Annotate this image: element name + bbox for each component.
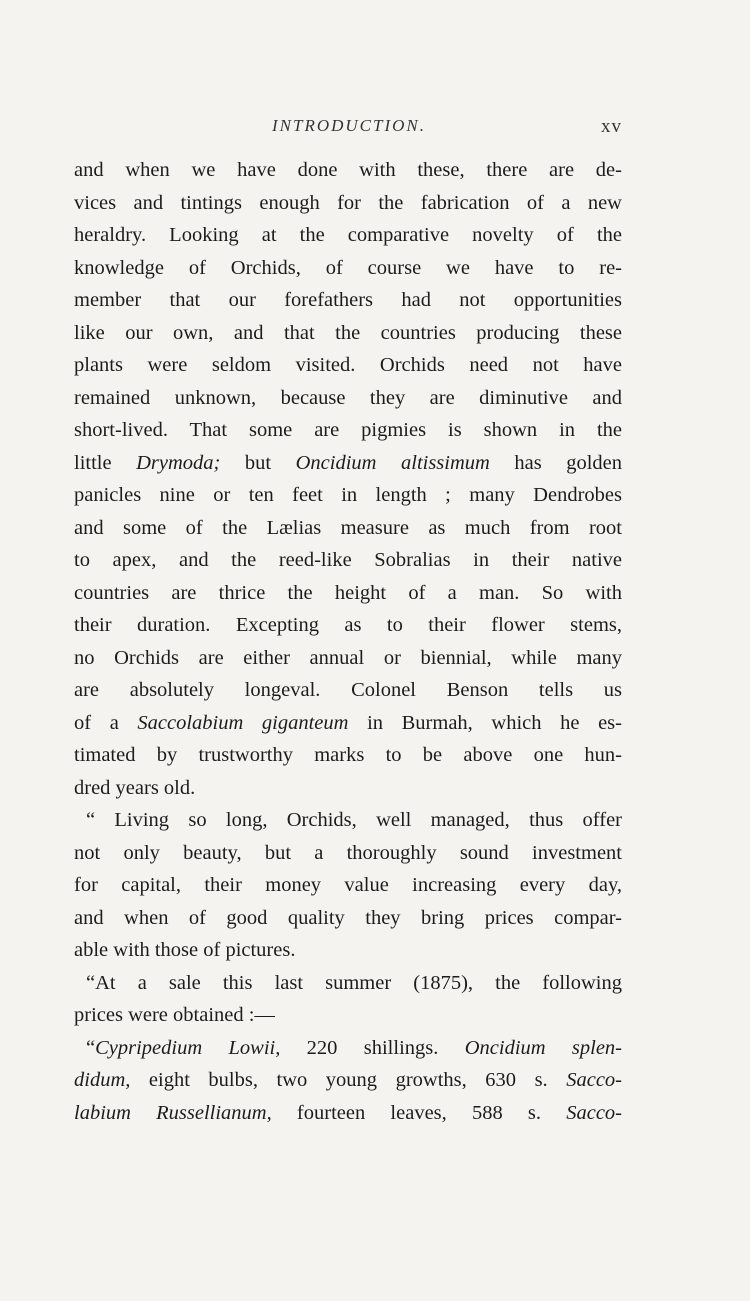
text-segment: “ Living so long, Orchids, well managed, thus offer — [86, 809, 622, 831]
text-line — [74, 804, 622, 837]
text-segment: not only beauty, but a thoroughly sound investment — [74, 841, 622, 864]
text-segment: prices were obtained :— — [74, 1004, 275, 1026]
text-segment: like our own, and that the countries producing these — [74, 321, 622, 344]
text-line — [74, 642, 622, 675]
text-line — [74, 317, 622, 350]
text-line — [74, 544, 622, 577]
text-segment: has golden — [489, 451, 622, 474]
body-text — [74, 154, 622, 1129]
text-line — [74, 674, 622, 707]
text-segment: heraldry. Looking at the comparative novelty of the — [74, 224, 622, 246]
italic-text: Oncidium altissimum — [295, 451, 490, 474]
text-segment: 220 shillings. — [280, 1036, 465, 1059]
text-line — [74, 252, 622, 285]
page-number: xv — [601, 116, 622, 137]
text-line — [74, 869, 622, 902]
text-line — [74, 284, 622, 317]
text-segment: knowledge of Orchids, of course we have to re- — [74, 256, 622, 279]
text-line — [74, 707, 622, 740]
running-head — [74, 116, 624, 144]
text-segment: of a — [74, 711, 138, 734]
text-segment: member that our forefathers had not opportunities — [74, 289, 622, 311]
text-segment: in Burmah, which he es- — [348, 711, 622, 734]
text-line — [74, 739, 622, 772]
text-line — [74, 154, 622, 187]
text-segment: able with those of pictures. — [74, 939, 296, 961]
text-segment: are absolutely longeval. Colonel Benson tells us — [74, 679, 622, 701]
text-segment: little — [74, 451, 137, 474]
text-segment: panicles nine or ten feet in length ; many Dendrobes — [74, 484, 622, 506]
text-segment: and when of good quality they bring prices compar- — [74, 906, 622, 929]
text-line — [74, 349, 622, 382]
text-line — [74, 219, 622, 252]
text-segment: short-lived. That some are pigmies is shown in the — [74, 419, 622, 441]
text-line — [74, 837, 622, 870]
italic-text: didum, — [74, 1069, 131, 1091]
text-line — [74, 187, 622, 220]
text-line — [74, 1097, 622, 1130]
italic-text: Oncidium splen- — [464, 1036, 622, 1059]
italic-text: labium Russellianum, — [74, 1101, 272, 1124]
text-segment: remained unknown, because they are diminutive and — [74, 386, 622, 409]
text-segment: “At a sale this last summer (1875), the following — [86, 971, 622, 994]
text-line — [74, 772, 622, 805]
text-segment: for capital, their money value increasing every day, — [74, 874, 622, 896]
text-segment: their duration. Excepting as to their flower stems, — [74, 614, 622, 636]
italic-text: Drymoda; — [136, 451, 221, 474]
running-title: INTRODUCTION. — [272, 116, 426, 135]
text-line — [74, 414, 622, 447]
text-line — [74, 1032, 622, 1065]
text-line — [74, 967, 622, 1000]
text-segment: fourteen leaves, 588 s. — [271, 1101, 567, 1124]
text-line — [74, 382, 622, 415]
text-segment: plants were seldom visited. Orchids need not have — [74, 354, 622, 376]
text-line — [74, 512, 622, 545]
text-segment: but — [220, 451, 296, 474]
text-line — [74, 609, 622, 642]
text-segment: to apex, and the reed-like Sobralias in their native — [74, 549, 622, 571]
text-segment: and when we have done with these, there are de- — [74, 159, 622, 181]
text-segment: eight bulbs, two young growths, 630 s. — [130, 1069, 567, 1091]
text-line — [74, 1064, 622, 1097]
text-segment: dred years old. — [74, 776, 196, 799]
italic-text: Sacco- — [566, 1069, 622, 1091]
text-line — [74, 447, 622, 480]
text-segment: “ — [86, 1036, 96, 1059]
text-line — [74, 902, 622, 935]
text-segment: and some of the Lælias measure as much from root — [74, 516, 622, 539]
text-segment: countries are thrice the height of a man. So with — [74, 581, 622, 604]
text-line — [74, 999, 622, 1032]
text-segment: timated by trustworthy marks to be above one hun- — [74, 744, 622, 766]
text-line — [74, 479, 622, 512]
italic-text: Sacco- — [566, 1101, 622, 1124]
text-line — [74, 934, 622, 967]
text-segment: vices and tintings enough for the fabrication of a new — [74, 191, 622, 214]
italic-text: Cypripedium Lowii, — [95, 1036, 281, 1059]
text-line — [74, 577, 622, 610]
text-segment: no Orchids are either annual or biennial, while many — [74, 646, 622, 669]
italic-text: Saccolabium giganteum — [137, 711, 349, 734]
